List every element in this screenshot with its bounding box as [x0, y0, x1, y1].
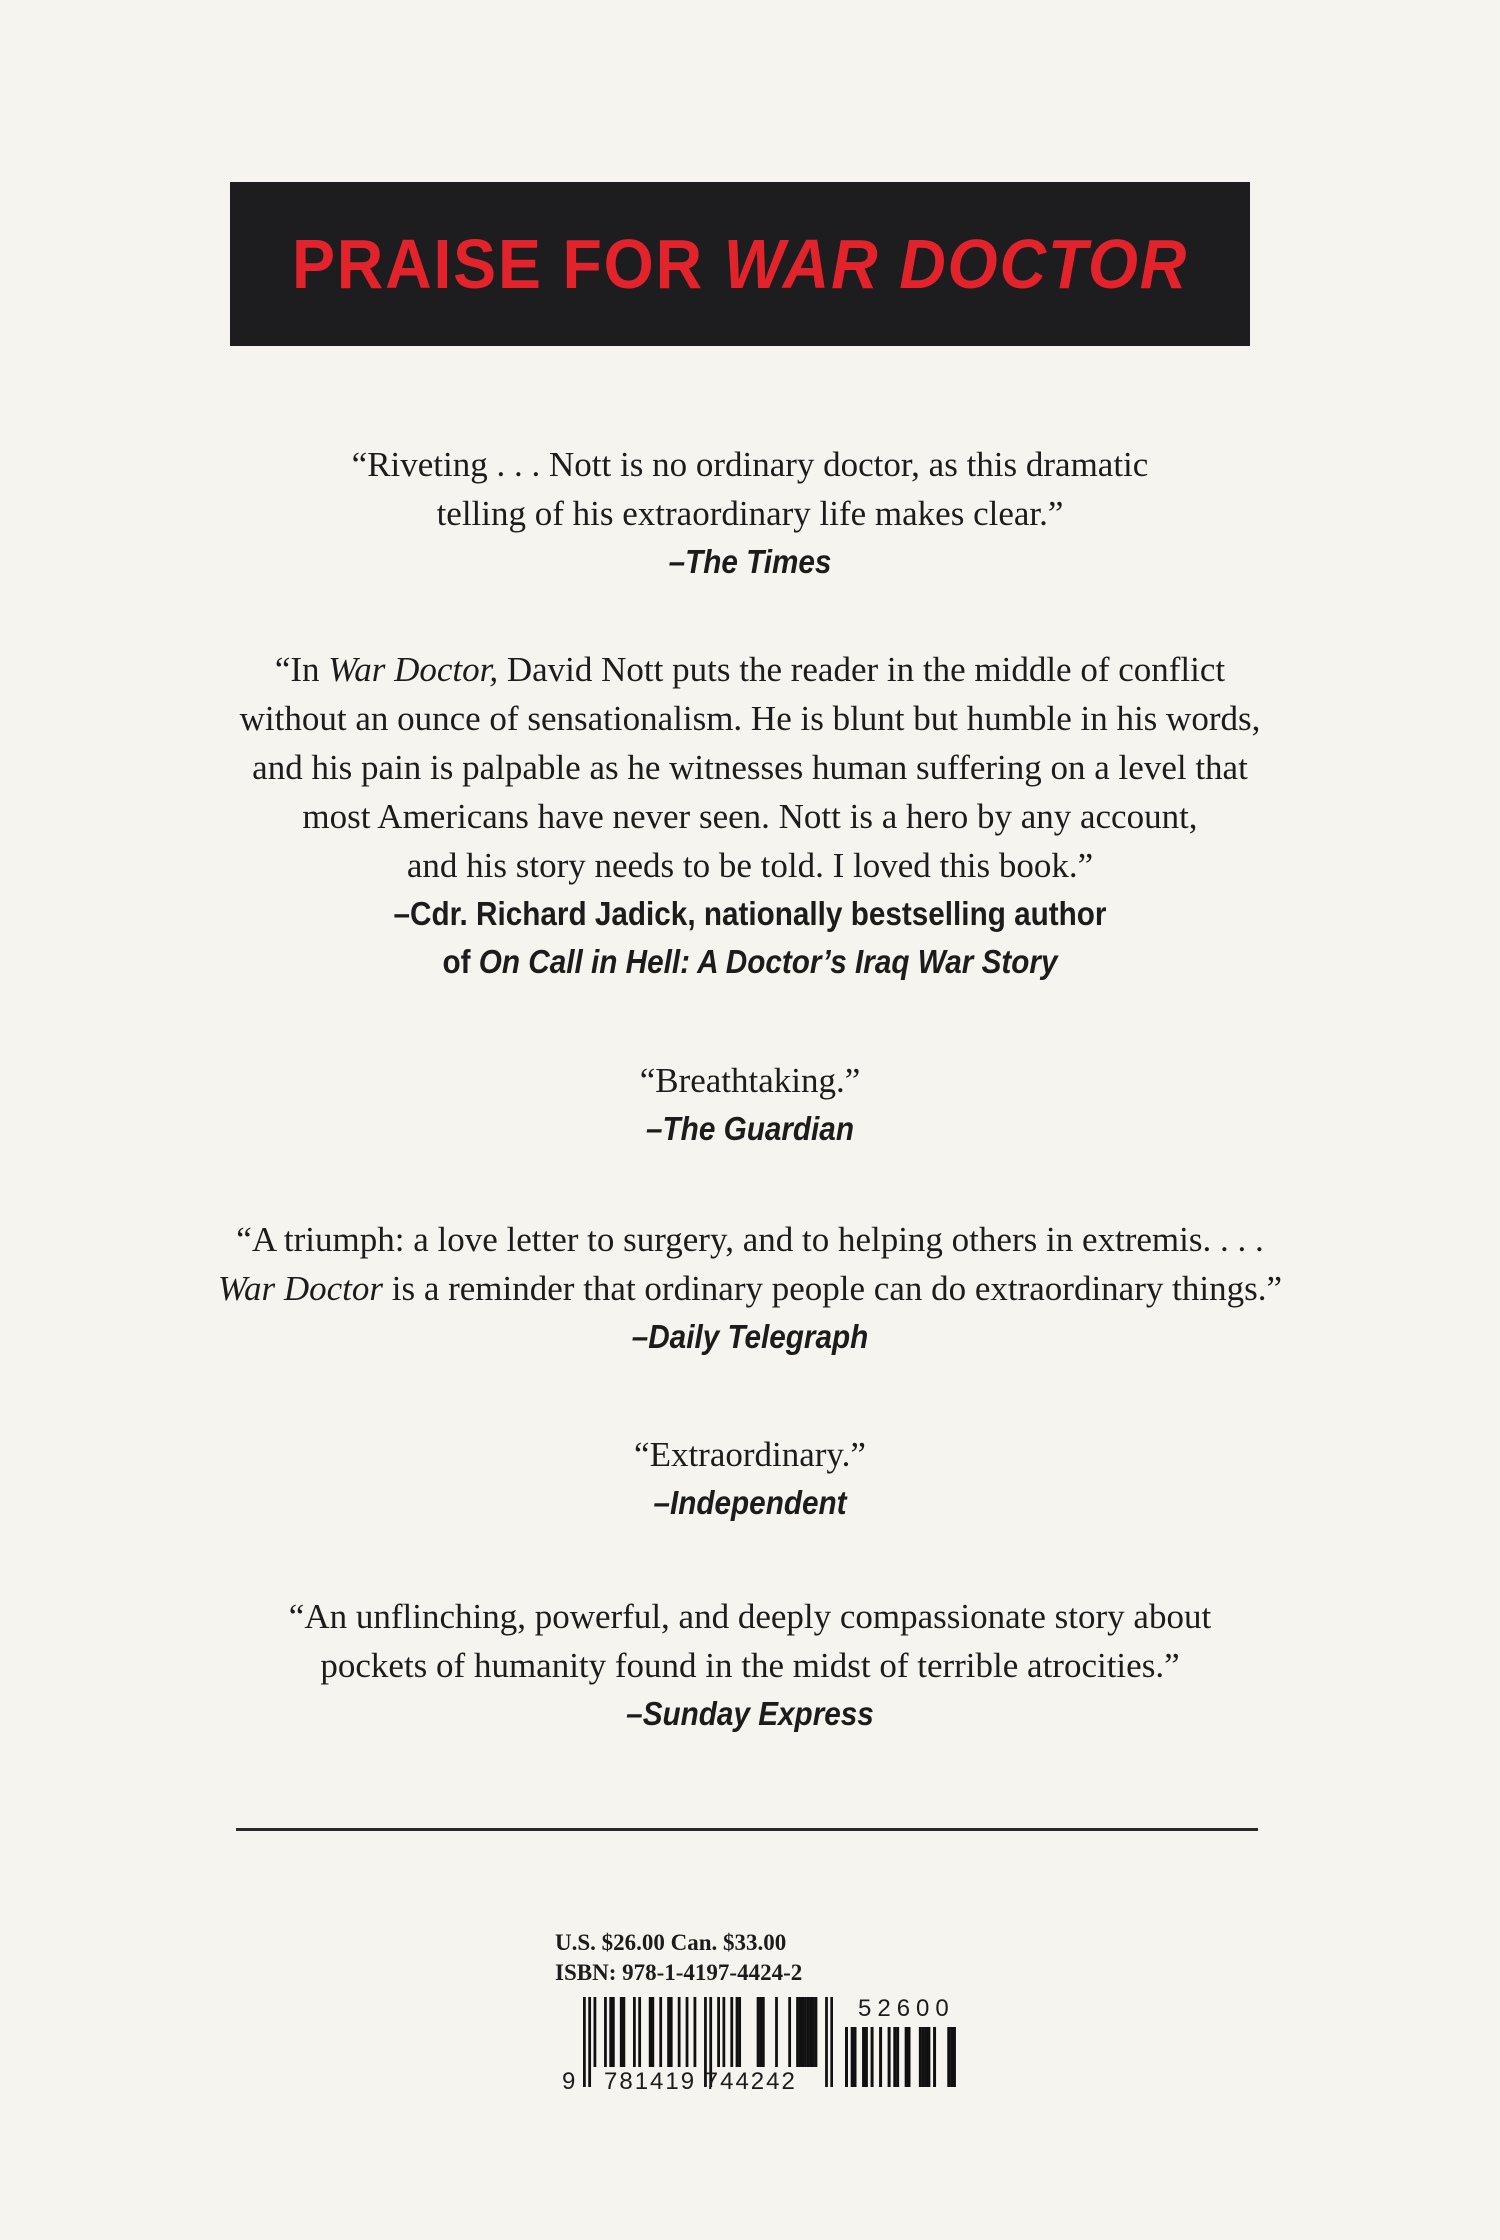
quote-sunday-express	[0, 1592, 1500, 1738]
price-addon-barcode	[845, 2027, 970, 2087]
quote-attribution	[75, 890, 1425, 938]
quote-line: “Riveting . . . Nott is no ordinary doctor, as this dramatic	[351, 445, 1149, 484]
banner-title	[292, 224, 1188, 304]
quote-line: “An unflinching, powerful, and deeply compassionate story about	[288, 1597, 1212, 1636]
quote-attribution: –Sunday Express	[626, 1695, 874, 1732]
quote-text: is a reminder that ordinary people can do extraordinary things.”	[382, 1269, 1282, 1308]
quote-line: “A triumph: a love letter to surgery, and to helping others in extremis. . . .	[236, 1220, 1264, 1259]
quote-line: “Breathtaking.”	[639, 1061, 861, 1100]
attribution-text: –Cdr. Richard Jadick, nationally bestselling author	[393, 895, 1107, 932]
quote-line: and his pain is palpable as he witnesses human suffering on a level that	[252, 748, 1248, 787]
quote-line: and his story needs to be told. I loved this book.”	[406, 846, 1094, 885]
banner-title-book: WAR DOCTOR	[723, 225, 1189, 303]
quote-line: most Americans have never seen. Nott is a hero by any account,	[302, 797, 1198, 836]
quote-independent	[0, 1430, 1500, 1527]
price-block	[555, 1928, 802, 1988]
banner-title-prefix: PRAISE FOR	[291, 225, 724, 303]
quote-line: “Extraordinary.”	[634, 1435, 866, 1474]
quote-text: “In	[274, 650, 329, 689]
quote-attribution: –The Times	[668, 543, 832, 580]
praise-banner	[230, 182, 1250, 346]
quote-attribution: –Daily Telegraph	[631, 1318, 869, 1355]
quote-book-title: War Doctor	[218, 1269, 383, 1308]
quote-jadick	[0, 645, 1500, 986]
quote-book-title: War Doctor,	[328, 650, 499, 689]
divider-rule	[236, 1828, 1258, 1831]
addon-digits: 52600	[858, 1995, 955, 2022]
quote-line: telling of his extraordinary life makes clear.”	[436, 494, 1064, 533]
quote-line: pockets of humanity found in the midst of terrible atrocities.”	[320, 1646, 1180, 1685]
quote-attribution: –The Guardian	[646, 1110, 854, 1147]
quote-times	[0, 440, 1500, 586]
isbn-text: ISBN: 978-1-4197-4424-2	[555, 1960, 803, 1985]
attribution-book-title: On Call in Hell: A Doctor’s Iraq War Story	[478, 943, 1058, 980]
quote-attribution	[75, 938, 1425, 986]
barcode-digits: 781419 744242	[604, 2068, 797, 2095]
quote-telegraph	[0, 1215, 1500, 1361]
quote-text: David Nott puts the reader in the middle of conflict	[498, 650, 1226, 689]
price-text: U.S. $26.00 Can. $33.00	[555, 1930, 787, 1955]
quote-guardian	[0, 1056, 1500, 1153]
quote-line: without an ounce of sensationalism. He is blunt but humble in his words,	[239, 699, 1261, 738]
quote-attribution: –Independent	[653, 1484, 847, 1521]
barcode-first-digit: 9	[562, 2068, 580, 2095]
quote-line	[0, 1264, 1500, 1313]
quote-line	[0, 645, 1500, 694]
attribution-text: of	[442, 943, 479, 980]
